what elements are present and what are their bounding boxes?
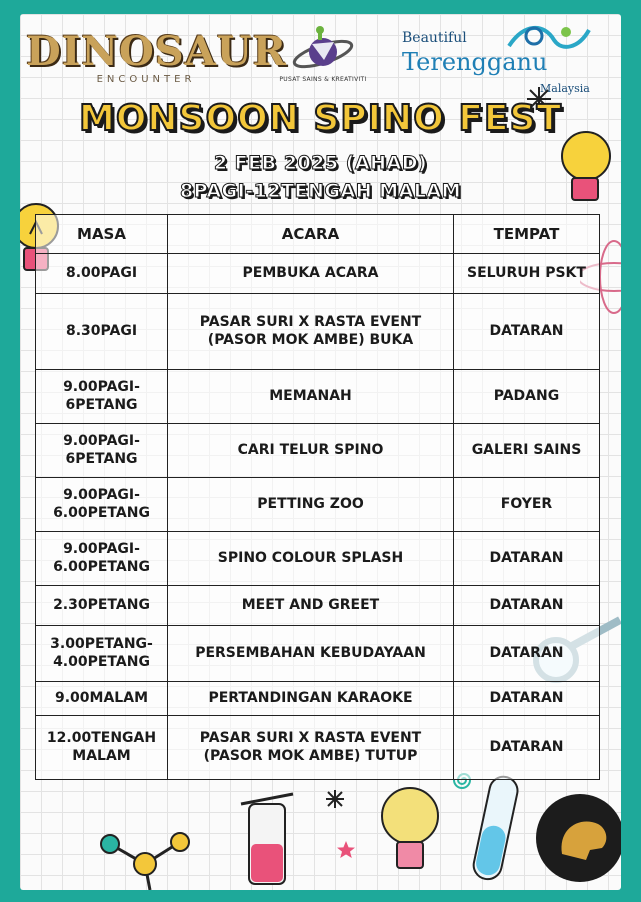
star-icon	[336, 840, 356, 860]
cell-tempat: DATARAN	[454, 532, 600, 586]
cell-acara: SPINO COLOUR SPLASH	[168, 532, 454, 586]
cell-masa: 3.00PETANG- 4.00PETANG	[36, 626, 168, 682]
table-row	[36, 254, 600, 294]
cell-masa: 9.00PAGI- 6.00PETANG	[36, 532, 168, 586]
cell-acara: PEMBUKA ACARA	[168, 254, 454, 294]
dinosaur-encounter-logo	[26, 22, 287, 92]
sparkle-icon	[326, 790, 344, 808]
cell-masa: 8.00PAGI	[36, 254, 168, 294]
cell-masa: 9.00MALAM	[36, 682, 168, 716]
beautiful-terengganu-logo	[400, 18, 600, 98]
table-row	[36, 682, 600, 716]
cell-masa: 8.30PAGI	[36, 294, 168, 370]
header-masa: MASA	[36, 215, 168, 254]
table-row	[36, 424, 600, 478]
cell-masa: 12.00TENGAH MALAM	[36, 716, 168, 780]
cell-masa: 9.00PAGI- 6.00PETANG	[36, 478, 168, 532]
dinosaur-badge-icon	[528, 784, 621, 884]
event-hours: 8PAGI-12TENGAH MALAM	[179, 180, 462, 202]
terengganu-line-2: Terengganu	[402, 48, 548, 76]
cell-acara: PASAR SURI X RASTA EVENT (PASOR MOK AMBE) BUKA	[168, 294, 454, 370]
dinosaur-subtitle: ENCOUNTER	[96, 74, 196, 85]
pusat-sains-caption: PUSAT SAINS & KREATIVITI	[279, 76, 367, 83]
schedule-table	[35, 214, 600, 780]
table-row	[36, 294, 600, 370]
cell-tempat: DATARAN	[454, 626, 600, 682]
dinosaur-wordmark: DINOSAUR	[26, 28, 287, 75]
table-row	[36, 370, 600, 424]
cell-masa: 9.00PAGI- 6PETANG	[36, 424, 168, 478]
cell-acara: PERSEMBAHAN KEBUDAYAAN	[168, 626, 454, 682]
cell-acara: PASAR SURI X RASTA EVENT (PASOR MOK AMBE) TUTUP	[168, 716, 454, 780]
cell-tempat: GALERI SAINS	[454, 424, 600, 478]
cell-masa: 2.30PETANG	[36, 586, 168, 626]
header-tempat: TEMPAT	[454, 215, 600, 254]
cell-tempat: FOYER	[454, 478, 600, 532]
table-row	[36, 532, 600, 586]
table-row	[36, 478, 600, 532]
cell-acara: PETTING ZOO	[168, 478, 454, 532]
table-row	[36, 716, 600, 780]
beaker-icon	[235, 784, 305, 890]
table-row	[36, 626, 600, 682]
molecule-icon	[90, 824, 200, 890]
cell-tempat: DATARAN	[454, 294, 600, 370]
cell-masa: 9.00PAGI- 6PETANG	[36, 370, 168, 424]
cell-acara: MEET AND GREET	[168, 586, 454, 626]
cell-acara: CARI TELUR SPINO	[168, 424, 454, 478]
event-date: 2 FEB 2025 (AHAD)	[213, 152, 428, 174]
cell-acara: PERTANDINGAN KARAOKE	[168, 682, 454, 716]
cell-tempat: PADANG	[454, 370, 600, 424]
event-title: MONSOON SPINO FEST	[79, 98, 562, 139]
cell-tempat: SELURUH PSKT	[454, 254, 600, 294]
wave-emblem-icon	[504, 18, 594, 58]
cell-tempat: DATARAN	[454, 586, 600, 626]
table-row	[36, 586, 600, 626]
cell-tempat: DATARAN	[454, 716, 600, 780]
table-header-row	[36, 215, 600, 254]
header-acara: ACARA	[168, 215, 454, 254]
pusat-sains-emblem-icon	[268, 20, 378, 76]
poster	[20, 14, 621, 890]
pusat-sains-logo	[268, 20, 378, 98]
terengganu-line-1: Beautiful	[402, 30, 467, 46]
cell-acara: MEMANAH	[168, 370, 454, 424]
cell-tempat: DATARAN	[454, 682, 600, 716]
lightbulb-icon	[375, 780, 445, 880]
terengganu-line-3: Malaysia	[540, 82, 590, 95]
